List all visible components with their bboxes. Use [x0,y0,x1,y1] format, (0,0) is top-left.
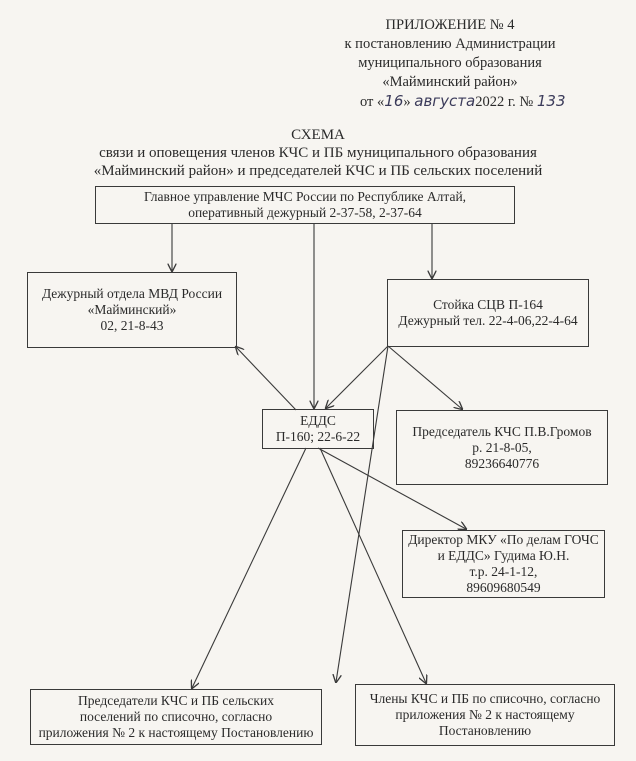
scv-line-2: Дежурный тел. 22-4-06,22-4-64 [398,313,578,328]
box-rural-chairs [30,689,322,745]
box-mvd [27,272,237,348]
box-members [355,684,615,746]
arrow-scv-to-kchs-chair [388,346,462,409]
box-mchs [95,186,515,224]
rural-chairs-line-1: Председатели КЧС и ПБ сельских [78,693,274,708]
header-line-1: ПРИЛОЖЕНИЕ № 4 [385,17,515,33]
rural-chairs-line-2: поселений по списочно, согласно [79,709,273,724]
box-scv [387,279,589,347]
rural-chairs-line-3: приложения № 2 к настоящему Постановлению [38,725,314,740]
mvd-line-3: 02, 21-8-43 [100,318,164,333]
title-line-3: «Майминский район» и председателей КЧС и ПБ сельских поселений [93,163,543,179]
box-kchs-chair [396,410,608,485]
date-mid: » [403,94,415,110]
mvd-line-1: Дежурный отдела МВД России [41,286,223,301]
kchs-chair-line-1: Председатель КЧС П.В.Громов [412,423,592,439]
mchs-line-1: Главное управление МЧС России по Республике Алтай, [143,189,467,204]
date-day-handwritten: 16 [384,92,404,110]
date-prefix: от « [360,94,385,110]
box-edds [262,409,374,449]
edds-line-2: П-160; 22-6-22 [275,429,361,444]
scv-line-1: Стойка СЦВ П-164 [433,297,543,312]
members-line-3: Постановлению [438,723,532,738]
arrow-scv-to-edds [326,346,388,408]
kchs-chair-line-2: р. 21-8-05, [472,439,532,455]
kchs-chair-line-3: 89236640776 [464,455,540,471]
date-number-handwritten: 133 [536,92,566,110]
members-line-2: приложения № 2 к настоящему [395,707,575,722]
header-line-3: муниципального образования [358,55,542,71]
date-year: 2022 г. № [475,94,534,110]
arrow-scv-to-members [336,346,388,682]
members-line-1: Члены КЧС и ПБ по списочно, согласно [369,691,601,706]
mvd-line-2: «Майминский» [87,302,177,317]
arrow-edds-to-mvd [236,347,296,410]
gochs-line-1: Директор МКУ «По делам ГОЧС [408,532,599,547]
gochs-line-3: т.р. 24-1-12, [469,564,538,579]
date-month-handwritten: августа [414,92,476,110]
title-line-1: СХЕМА [291,127,345,143]
gochs-line-2: и ЕДДС» Гудима Ю.Н. [437,548,570,563]
header-line-4: «Майминский район» [382,74,518,90]
header-line-2: к постановлению Администрации [344,36,556,52]
edds-line-1: ЕДДС [300,413,336,428]
box-gochs [402,530,605,598]
mchs-line-2: оперативный дежурный 2-37-58, 2-37-64 [188,205,422,220]
title-line-2: связи и оповещения членов КЧС и ПБ муниципального образования [99,145,537,161]
arrow-edds-to-rural-chairs [192,448,306,688]
gochs-line-4: 89609680549 [466,580,541,595]
